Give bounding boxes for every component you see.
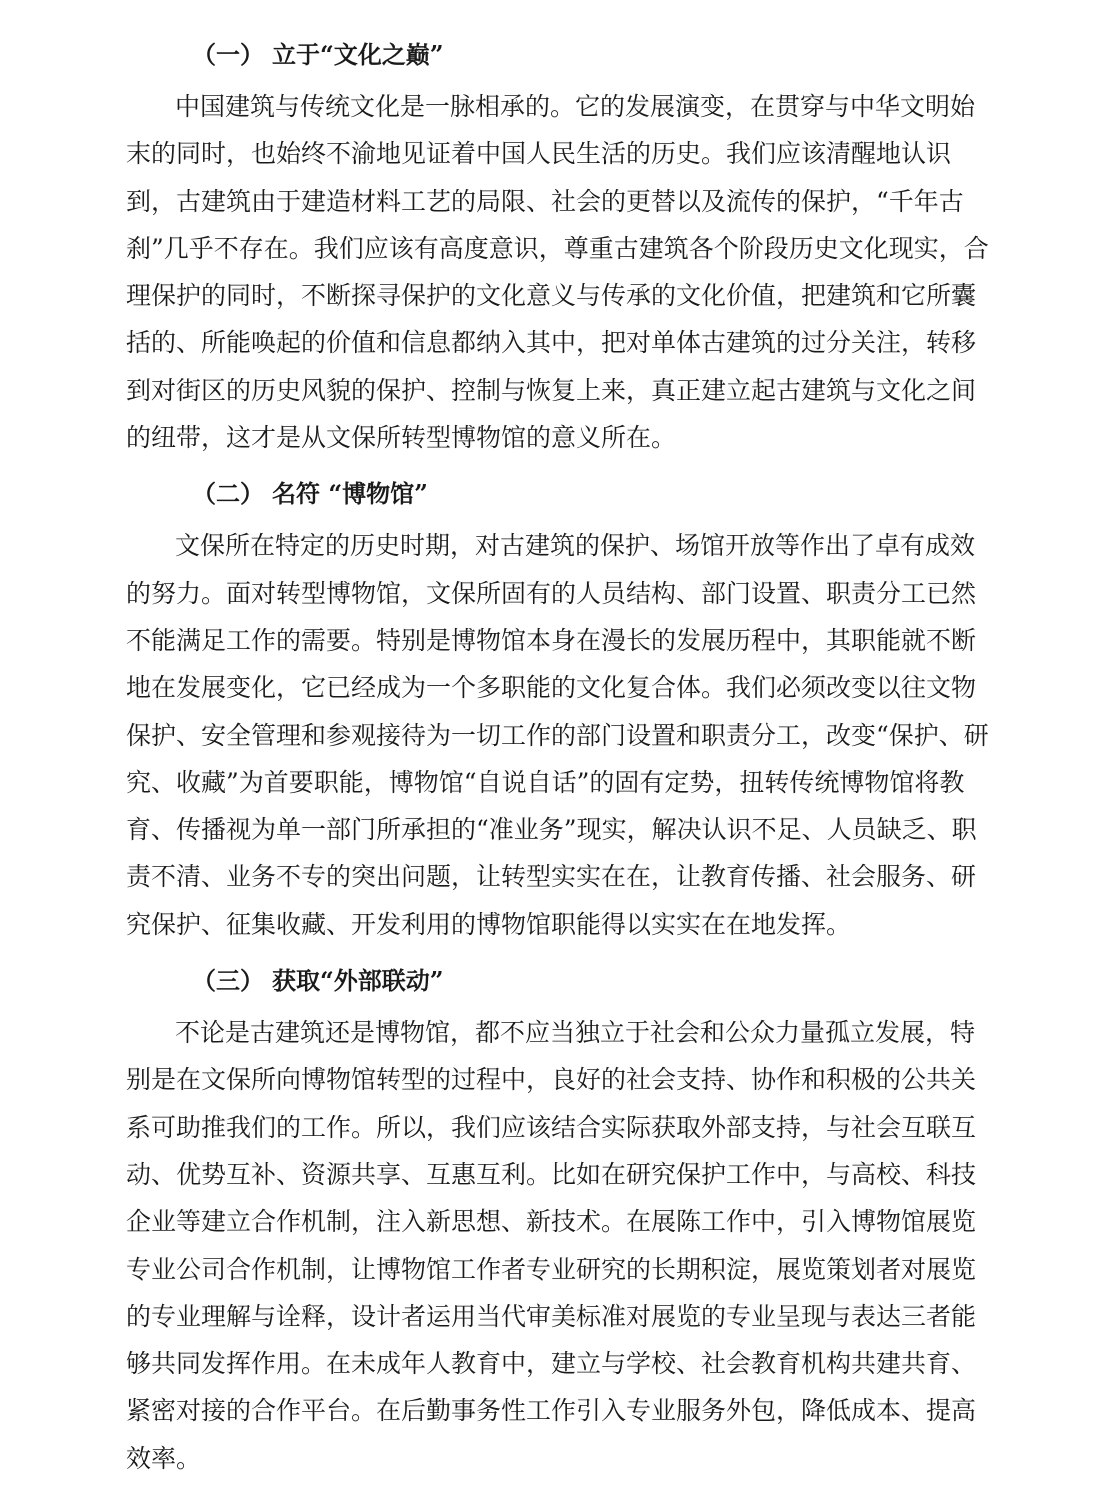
text-line: 究保护、征集收藏、开发利用的博物馆职能得以实实在在地发挥。 — [126, 909, 852, 939]
text-line: 的专业理解与诠释，设计者运用当代审美标准对展览的专业呈现与表达三者能 — [126, 1301, 977, 1331]
text-line: 地在发展变化，它已经成为一个多职能的文化复合体。我们必须改变以往文物 — [126, 673, 977, 703]
section-number: （一） — [192, 40, 264, 69]
text-line: 究、收藏”为首要职能，博物馆“自说自话”的固有定势，扭转传统博物馆将教 — [126, 767, 965, 797]
text-line: 保护、安全管理和参观接待为一切工作的部门设置和职责分工，改变“保护、研 — [126, 720, 989, 750]
section-title: 名符 “博物馆” — [272, 479, 428, 509]
section-title: 立于“文化之巅” — [272, 40, 444, 69]
section-title: 获取“外部联动” — [272, 966, 444, 996]
document-body — [126, 26, 989, 1486]
text-line: 到，古建筑由于建造材料工艺的局限、社会的更替以及流传的保护，“千年古 — [126, 186, 964, 216]
text-line: 企业等建立合作机制，注入新思想、新技术。在展陈工作中，引入博物馆展览 — [126, 1207, 977, 1237]
text-line: 系可助推我们的工作。所以，我们应该结合实际获取外部支持，与社会互联互 — [126, 1112, 977, 1142]
section-number: （二） — [192, 479, 264, 509]
section-paragraph — [126, 522, 989, 948]
text-line: 别是在文保所向博物馆转型的过程中，良好的社会支持、协作和积极的公共关 — [126, 1065, 977, 1095]
text-line: 到对街区的历史风貌的保护、控制与恢复上来，真正建立起古建筑与文化之间 — [126, 375, 977, 405]
section-paragraph — [126, 83, 989, 461]
text-line: 的努力。面对转型博物馆，文保所固有的人员结构、部门设置、职责分工已然 — [126, 578, 977, 608]
section-heading — [126, 465, 986, 522]
text-line: 不能满足工作的需要。特别是博物馆本身在漫长的发展历程中，其职能就不断 — [126, 625, 977, 655]
text-line: 效率。 — [126, 1443, 202, 1473]
text-line: 育、传播视为单一部门所承担的“准业务”现实，解决认识不足、人员缺乏、职 — [126, 815, 977, 845]
text-line: 够共同发挥作用。在未成年人教育中，建立与学校、社会教育机构共建共育、 — [126, 1349, 977, 1379]
text-line: 专业公司合作机制，让博物馆工作者专业研究的长期积淀，展览策划者对展览 — [126, 1254, 977, 1284]
text-line: 责不清、业务不专的突出问题，让转型实实在在，让教育传播、社会服务、研 — [126, 862, 977, 892]
text-line: 刹”几乎不存在。我们应该有高度意识，尊重古建筑各个阶段历史文化现实，合 — [126, 233, 989, 263]
text-line: 文保所在特定的历史时期，对古建筑的保护、场馆开放等作出了卓有成效 — [175, 531, 976, 561]
text-line: 中国建筑与传统文化是一脉相承的。它的发展演变，在贯穿与中华文明始 — [175, 92, 976, 121]
section-number: （三） — [192, 966, 264, 996]
text-line: 括的、所能唤起的价值和信息都纳入其中，把对单体古建筑的过分关注，转移 — [126, 328, 977, 358]
section-1 — [126, 26, 989, 461]
section-heading — [126, 26, 986, 83]
text-line: 紧密对接的合作平台。在后勤事务性工作引入专业服务外包，降低成本、提高 — [126, 1396, 977, 1426]
section-heading — [126, 952, 986, 1009]
text-line: 不论是古建筑还是博物馆，都不应当独立于社会和公众力量孤立发展，特 — [175, 1018, 976, 1048]
section-2 — [126, 465, 989, 948]
section-3 — [126, 952, 986, 1482]
text-line: 理保护的同时，不断探寻保护的文化意义与传承的文化价值，把建筑和它所囊 — [126, 281, 977, 311]
text-line: 末的同时，也始终不渝地见证着中国人民生活的历史。我们应该清醒地认识 — [126, 139, 952, 169]
section-paragraph — [126, 1009, 986, 1482]
text-line: 动、优势互补、资源共享、互惠互利。比如在研究保护工作中，与高校、科技 — [126, 1159, 977, 1189]
text-line: 的纽带，这才是从文保所转型博物馆的意义所在。 — [126, 423, 677, 453]
